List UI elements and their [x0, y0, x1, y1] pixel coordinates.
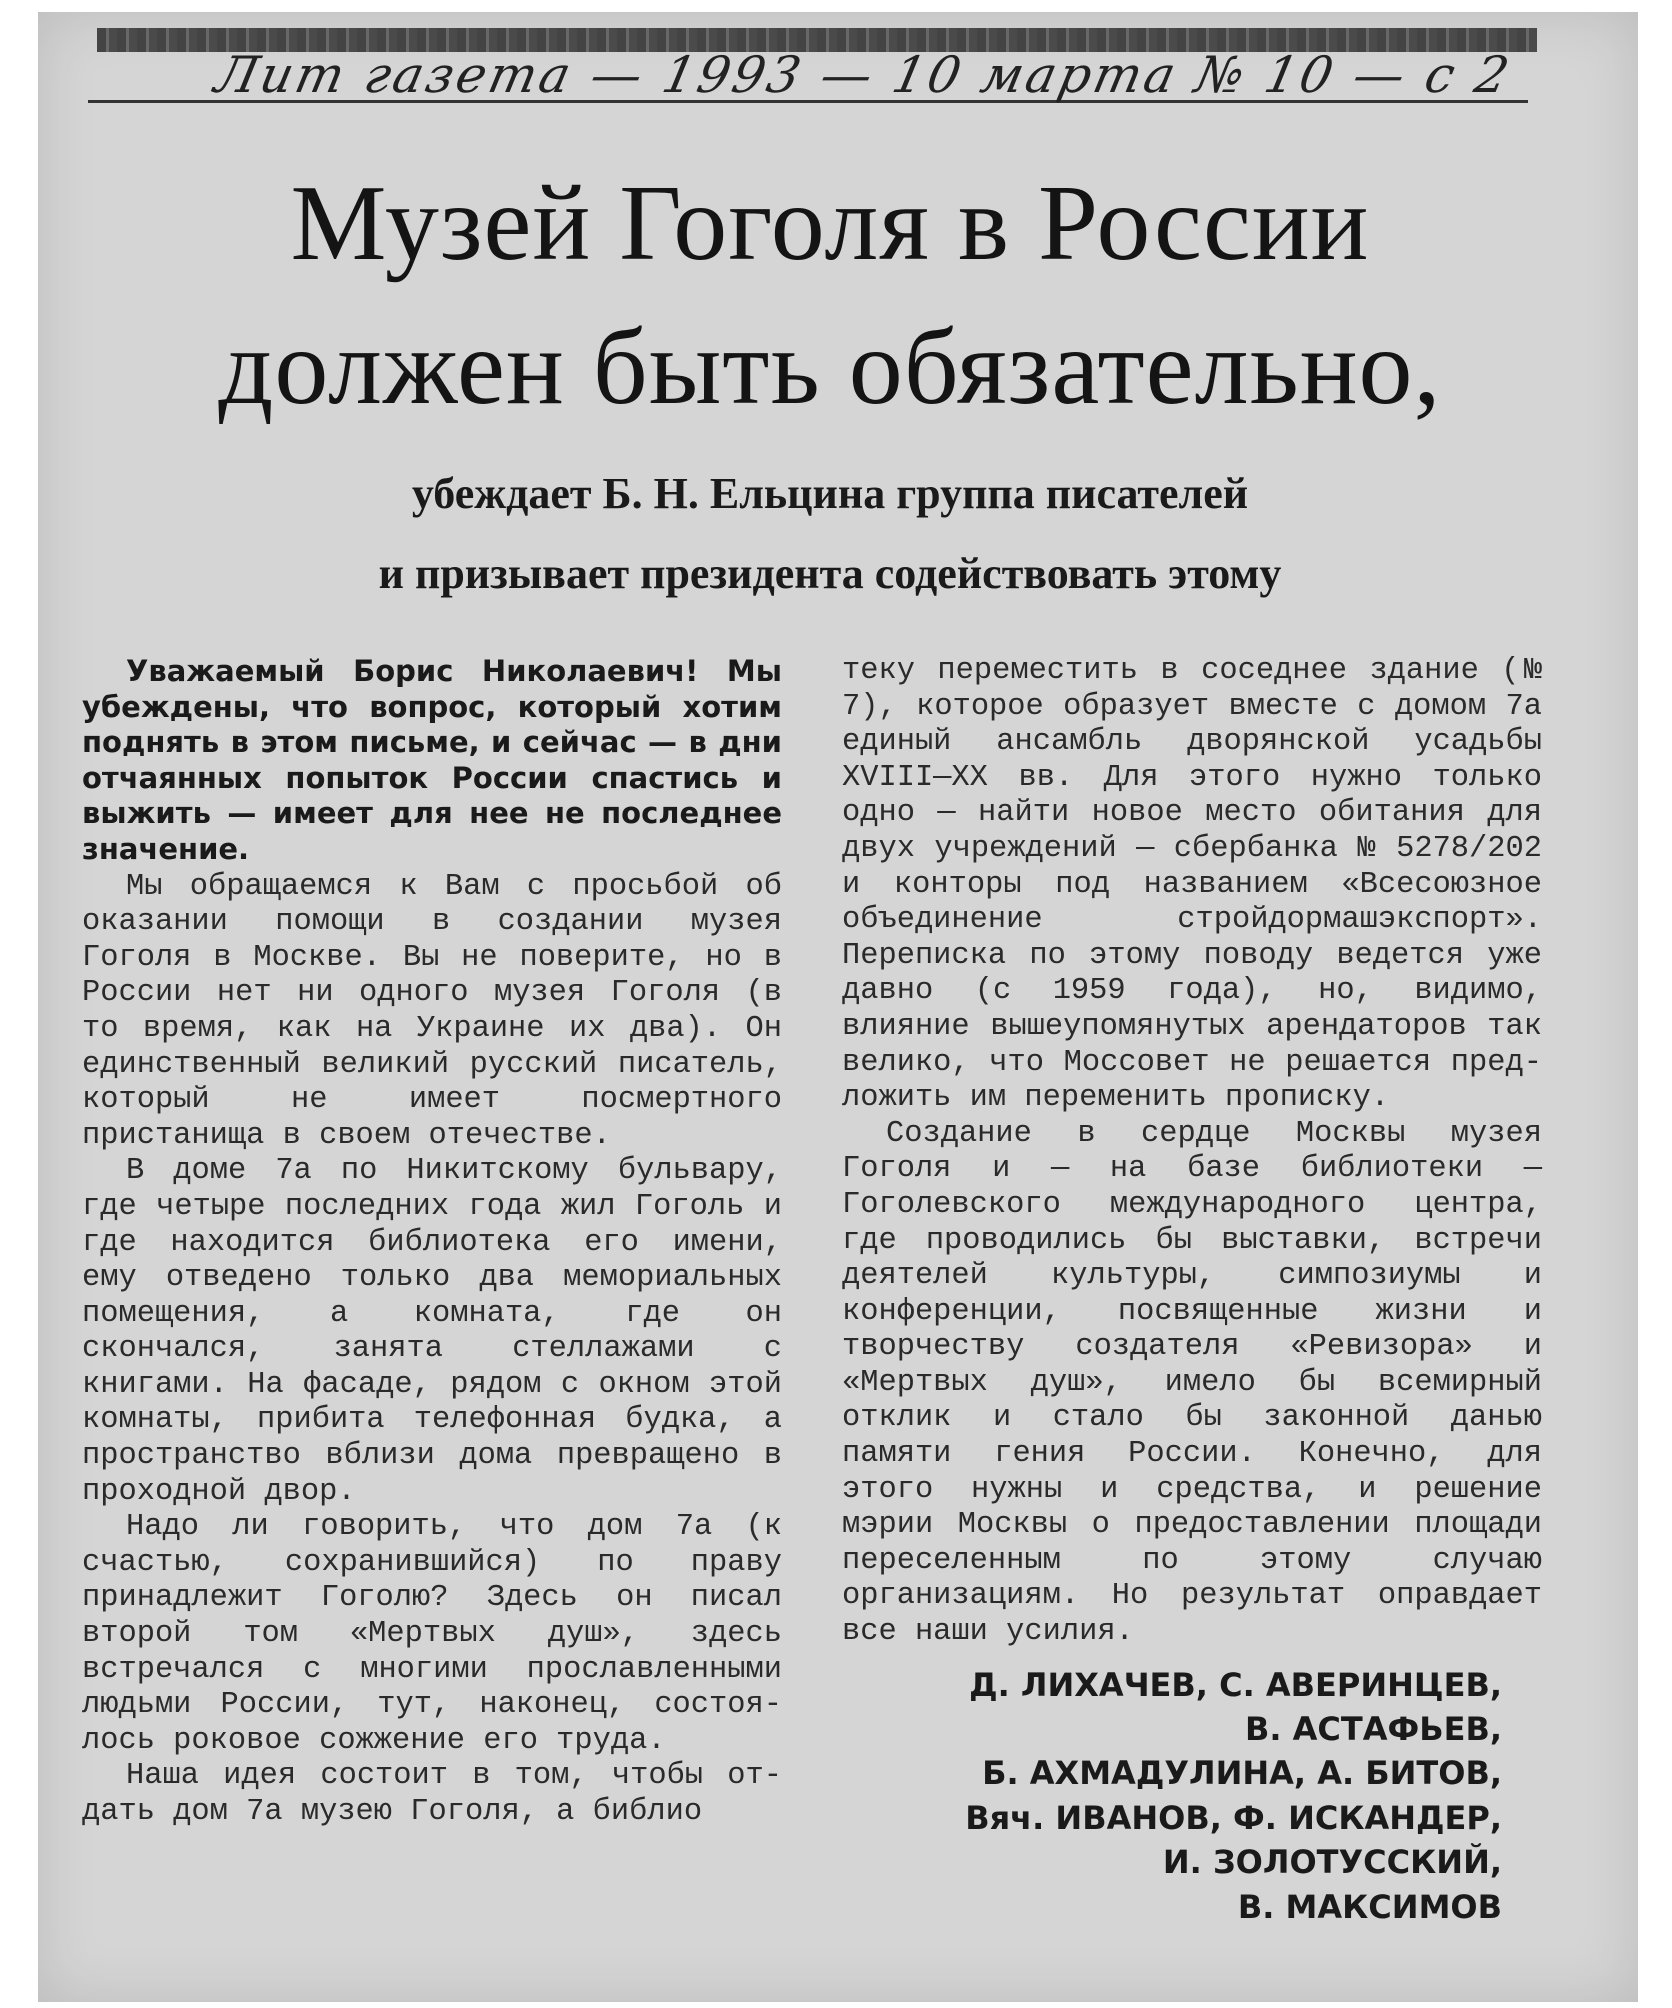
article-column-right: [842, 654, 1542, 1929]
signature-line: Вяч. ИВАНОВ, Ф. ИСКАНДЕР,: [965, 1798, 1502, 1837]
headline-line-1: Музей Гоголя в России: [290, 164, 1370, 283]
signatures-block: [842, 1663, 1542, 1929]
signature-line: Б. АХМАДУЛИНА, А. БИТОВ,: [982, 1754, 1502, 1793]
body-paragraph: Наша идея состоит в том, чтобы отдать дом 7а музею Гоголя, а библио: [82, 1759, 782, 1829]
body-paragraph: В доме 7а по Никитскому бульвару, где четыре последних года жил Гоголь и где находится библиотека его имени, ему отведено только два мемориальных помещения, а комната, где он скончался, занята стеллажами с книгами. На фасаде, рядом с окном этой комнаты, прибита телефонная будка, а пространство вблизи дома превращено в проходной двор.: [82, 1154, 782, 1509]
subheadline-line-1: убеждает Б. Н. Ельцина группа писателей: [411, 469, 1249, 518]
body-paragraph: Мы обращаемся к Вам с просьбой об оказании помощи в создании музея Гоголя в Москве. Вы не поверите, но в России нет ни одного музея Гоголя (в то время, как на Украине их два). Он единственный великий русский писатель, который не имеет посмертного пристанища в своем отечестве.: [82, 869, 782, 1153]
body-paragraph-continued: теку переместить в соседнее здание (№ 7), которое образует вместе с домом 7а единый ансамбль дворянской усадьбы XVIII—XX вв. Для этого нужно только одно — найти новое место обитания для двух учреждений — сбербанка № 5278/202 и конторы под названием «Всесоюзное объединение стройдормашэкспорт». Переписка по этому поводу ведется уже давно (с 1959 года), но, видимо, влияние вышеупомянутых арендаторов так велико, что Моссовет не решается предложить им переменить прописку.: [842, 654, 1542, 1116]
signature-line: В. МАКСИМОВ: [1237, 1887, 1502, 1926]
headline-line-2: должен быть обязательно,: [218, 308, 1442, 427]
signature-line: В. АСТАФЬЕВ,: [1244, 1710, 1502, 1749]
signature-line: Д. ЛИХАЧЕВ, С. АВЕРИНЦЕВ,: [969, 1665, 1502, 1704]
article-column-left: [82, 654, 782, 1831]
handwritten-source-note: Лит газета — 1993 — 10 марта № 10 — с 2: [210, 46, 1517, 104]
body-paragraph: Создание в сердце Москвы музея Гоголя и — на базе библиотеки — Гоголевского международного центра, где проводились бы выставки, встречи деятелей культуры, симпозиумы и конференции, посвященные жизни и творчеству создателя «Ревизора» и «Мертвых душ», имело бы всемирный отклик и стало бы законной данью памяти гения России. Конечно, для этого нужны и средства, и решение мэрии Москвы о предоставлении площади переселенным по этому случаю организациям. Но результат оправдает все наши усилия.: [842, 1116, 1542, 1650]
body-paragraph: Надо ли говорить, что дом 7а (к счастью, сохранившийся) по праву принадлежит Гоголю? Здесь он писал второй том «Мертвых душ», здесь встречался с многими прославленными людьми России, тут, наконец, состоялось роковое сожжение его труда.: [82, 1510, 782, 1758]
subheadline-line-2: и призывает президента содействовать этому: [378, 549, 1282, 598]
signature-line: И. ЗОЛОТУССКИЙ,: [1162, 1843, 1502, 1882]
lead-paragraph: Уважаемый Борис Николаевич! Мы убеждены, что вопрос, который хотим поднять в этом письме, и сейчас — в дни отчаянных попыток России спастись и выжить — имеет для нее не последнее значение.: [82, 654, 782, 866]
